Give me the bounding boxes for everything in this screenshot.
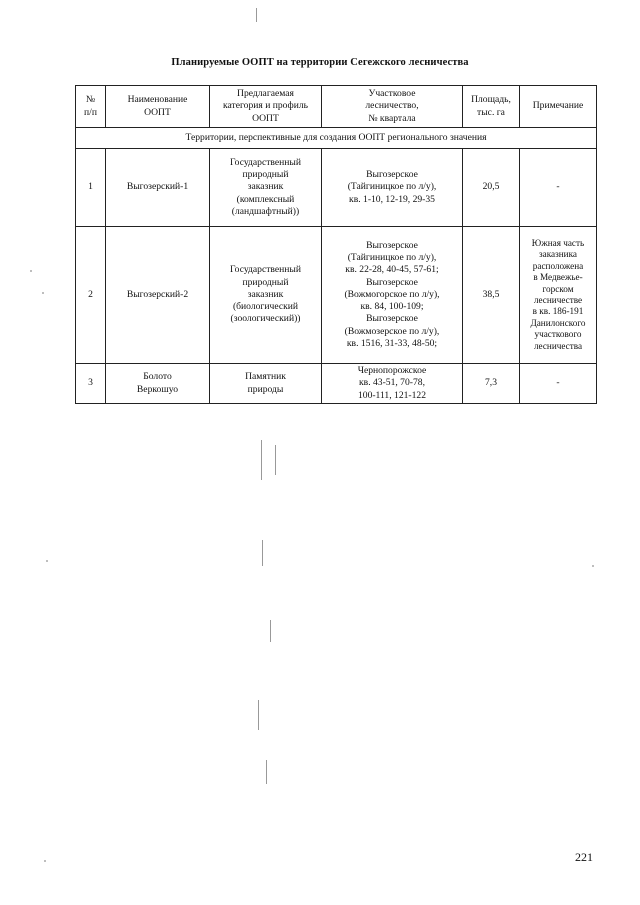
cell-num: 2: [76, 227, 106, 364]
cell-area: 7,3: [463, 364, 520, 404]
scan-artifact: [258, 700, 259, 730]
header-forestry: Участковое лесничество, № квартала: [322, 86, 463, 128]
scan-artifact: [261, 440, 262, 480]
table-row: [76, 149, 597, 227]
scan-artifact: [46, 560, 48, 562]
section-title: Территории, перспективные для создания ООПТ регионального значения: [76, 128, 597, 149]
table-row: [76, 364, 597, 404]
cell-area: 38,5: [463, 227, 520, 364]
cell-forestry: Выгозерское (Тайгиницкое по л/у), кв. 1-10, 12-19, 29-35: [322, 149, 463, 227]
section-row: [76, 128, 597, 149]
cell-forestry: Выгозерское (Тайгиницкое по л/у), кв. 22-28, 40-45, 57-61; Выгозерское (Вожмогорское по л/у), кв. 84, 100-109; Выгозерское (Вожмозерское по л/у), кв. 1516, 31-33, 48-50;: [322, 227, 463, 364]
cell-category: Государственный природный заказник (биологический (зоологический)): [210, 227, 322, 364]
table-header-row: [76, 86, 597, 128]
header-num: № п/п: [76, 86, 106, 128]
scan-artifact: [256, 8, 257, 22]
cell-forestry: Чернопорожское кв. 43-51, 70-78, 100-111, 121-122: [322, 364, 463, 404]
cell-area: 20,5: [463, 149, 520, 227]
scan-artifact: [266, 760, 267, 784]
scan-artifact: [44, 860, 46, 862]
scan-artifact: [30, 270, 32, 272]
cell-note: -: [520, 364, 597, 404]
scan-artifact: [592, 565, 594, 567]
cell-name: Выгозерский-2: [106, 227, 210, 364]
scan-artifact: [275, 445, 276, 475]
cell-note: -: [520, 149, 597, 227]
cell-num: 3: [76, 364, 106, 404]
cell-note: Южная часть заказника расположена в Медвежье- горском лесничестве в кв. 186-191 Данилонского участкового лесничества: [520, 227, 597, 364]
header-note: Примечание: [520, 86, 597, 128]
header-area: Площадь, тыс. га: [463, 86, 520, 128]
table-row: [76, 227, 597, 364]
scan-artifact: [270, 620, 271, 642]
cell-category: Государственный природный заказник (комплексный (ландшафтный)): [210, 149, 322, 227]
scan-artifact: [262, 540, 263, 566]
cell-name: Выгозерский-1: [106, 149, 210, 227]
document-title: Планируемые ООПТ на территории Сегежского лесничества: [171, 57, 469, 68]
cell-category: Памятник природы: [210, 364, 322, 404]
page-number: 221: [575, 850, 593, 864]
header-category: Предлагаемая категория и профиль ООПТ: [210, 86, 322, 128]
oopt-table: [75, 85, 597, 404]
header-name: Наименование ООПТ: [106, 86, 210, 128]
scan-artifact: [42, 292, 44, 294]
cell-num: 1: [76, 149, 106, 227]
cell-name: Болото Веркошуо: [106, 364, 210, 404]
